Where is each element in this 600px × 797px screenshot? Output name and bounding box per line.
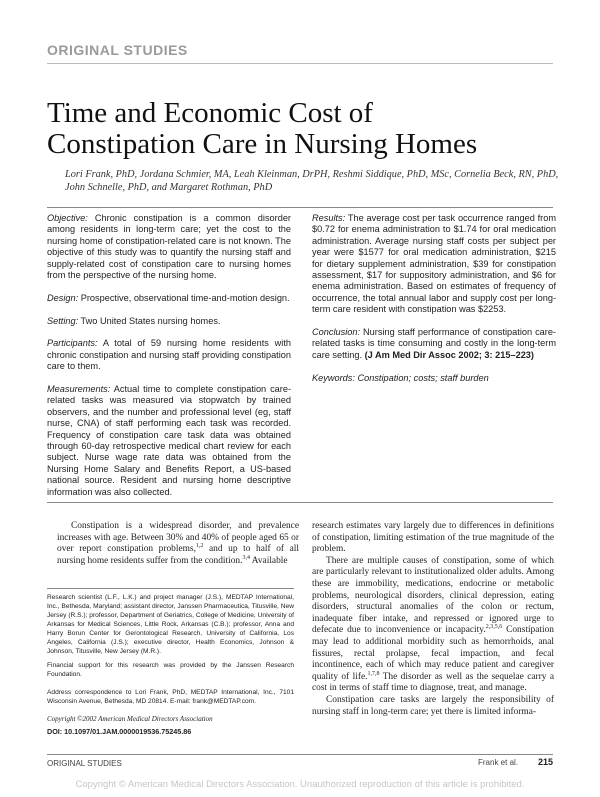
measurements-label: Measurements: [47, 384, 111, 395]
body-column-right [312, 521, 554, 718]
section-divider [47, 63, 553, 64]
footer-rule [47, 754, 553, 755]
design-text: Prospective, observational time-and-motion design. [80, 292, 290, 303]
participants-label: Participants: [47, 338, 98, 349]
design-label: Design: [47, 292, 79, 303]
body-text: Available [249, 555, 288, 566]
authors-line-1: Lori Frank, PhD, Jordana Schmier, MA, Leah Kleinman, DrPH, Reshmi Siddique, PhD, MSc, Cornelia Beck, RN, PhD, [65, 169, 559, 180]
funding-note [47, 661, 294, 679]
funding-text: Financial support for this research was provided by the Janssen Research Foundation. [47, 662, 294, 678]
conclusion-label: Conclusion: [312, 327, 361, 338]
body-text: Constipation is a widespread disorder, and prevalence increases with age. Between 30% and 40% of people aged 65 or over report constipation problems, [57, 521, 299, 555]
body-paragraph: Constipation care tasks are largely the responsibility of nursing staff in long-term care; yet there is limited informa- [312, 694, 554, 717]
objective-label: Objective: [47, 213, 88, 223]
doi-line: DOI: 10.1097/01.JAM.0000019536.75245.86 [47, 727, 192, 736]
abstract-column-right [312, 213, 556, 395]
abstract-objective [47, 213, 291, 281]
abstract-column-left [47, 213, 291, 498]
reference-marker: 2,3,5,6 [485, 624, 503, 631]
objective-text: Chronic constipation is a common disorder among residents in long-term care; yet the cost to the nursing home of constipation-related care is not known. The objective of this study was to quantify the nursing staff and supply-related cost of constipation care to nursing homes from the perspective of the nursing home. [47, 213, 291, 281]
footer-running-cite: Frank et al. [478, 758, 519, 767]
results-label: Results: [312, 213, 346, 223]
body-paragraph [57, 521, 299, 567]
conclusion-text: Nursing staff performance of constipation care-related tasks is time consuming and costly in the long-term care setting. [312, 327, 556, 360]
footer-section-label: ORIGINAL STUDIES [47, 759, 122, 768]
reference-marker: 1,2 [195, 543, 204, 550]
authors-line-2: John Schnelle, PhD, and Margaret Rothman, PhD [65, 182, 273, 193]
copyright-notice: Copyright © American Medical Directors Association. Unauthorized reproduction of this article is prohibited. [75, 779, 525, 790]
abstract-setting [47, 316, 291, 327]
affiliation-rule [47, 588, 294, 589]
body-paragraph: research estimates vary largely due to differences in definitions of constipation, limiting estimation of the true magnitude of the problem. [312, 521, 554, 555]
title-line-1: Time and Economic Cost of [47, 97, 373, 129]
body-text: There are multiple causes of constipation, some of which are particularly relevant to institutionalized older adults. Among these are immobility, medications, endocrine or metabolic problems, neurological disorders, clinical depression, eating disorders, structural anomalies of the colon or rectum, inadequate fiber intake, and repressed or ignored urge to defecate due to inconvenience or incapacity. [312, 555, 554, 636]
body-text: Constipation may lead to additional morbidity such as hemorrhoids, anal fissures, rectal prolapse, fecal impaction, and fecal incontinence, each of which may reduce patient and caregiver quality of life. [312, 625, 554, 682]
body-text: The disorder as well as the sequelae carry a cost in terms of staff time to diagnose, treat, and manage. [312, 671, 554, 694]
body-text: and up to half of all nursing home residents suffer from the condition. [57, 544, 299, 566]
section-header: ORIGINAL STUDIES [47, 42, 188, 58]
author-list [65, 168, 565, 194]
setting-text: Two United States nursing homes. [80, 315, 221, 326]
abstract-participants [47, 338, 291, 372]
abstract-design [47, 293, 291, 304]
abstract-conclusion [312, 327, 556, 361]
keywords-label: Keywords: [312, 372, 355, 383]
title-line-2: Constipation Care in Nursing Homes [47, 128, 478, 160]
abstract-results [312, 213, 556, 316]
abstract-measurements [47, 384, 291, 498]
setting-label: Setting: [47, 315, 79, 326]
reference-marker: 1,7,8 [367, 670, 380, 677]
body-column-left [57, 521, 299, 567]
abstract-top-rule [47, 207, 553, 208]
affiliation-note [47, 593, 294, 656]
journal-citation: (J Am Med Dir Assoc 2002; 3: 215–223) [364, 349, 534, 360]
correspondence-note [47, 688, 294, 706]
reference-marker: 3,4 [242, 554, 250, 561]
body-paragraph [312, 556, 554, 695]
article-title [47, 98, 567, 160]
copyright-line: Copyright ©2002 American Medical Directors Association [47, 715, 213, 723]
keywords-text: Constipation; costs; staff burden [357, 372, 489, 383]
participants-text: A total of 59 nursing home residents with chronic constipation and nursing staff providing constipation care to them. [47, 338, 292, 372]
correspondence-text: Address correspondence to Lori Frank, PhD, MEDTAP International, Inc., 7101 Wisconsin Avenue, Bethesda, MD 20814. E-mail: frank@MEDTAP.com. [47, 689, 294, 705]
abstract-keywords [312, 373, 556, 384]
page-number: 215 [538, 757, 554, 767]
measurements-text: Actual time to complete constipation care-related tasks was measured via stopwatch by trained observers, and the number and professional level (eg, staff nurse, CNA) of staff performing each task was recorded. Frequency of constipation care task data was obtained through 60-day retrospective medical chart review for each subject. Nurse wage rate data was obtained from the Nursing Home Salary and Benefits Report, a US-based national source. Resident and nursing home descriptive information was also collected. [47, 384, 291, 497]
results-text: The average cost per task occurrence ranged from $0.72 for enema administration to $1.74 for oral medication administration. Average nursing staff costs per subject per year were $1577 for oral medication administration, $215 for dietary supplement administration, $39 for constipation assessment, $17 for suppository administration, and $6 for enema administration. Based on estimates of frequency of occurrence, the total annual labor and supply cost per long-term care resident with constipation was $2253. [312, 213, 557, 315]
affiliation-text: Research scientist (L.F., L.K.) and project manager (J.S.), MEDTAP International, Inc., Bethesda, Maryland; assistant director, Janssen Pharmaceutica, Titusville, New Jersey (R.S.); professor, Department of Geriatrics, College of Medicine, University of Arkansas for Medical Sciences, Little Rock, Arkansas (C.B.); professor, Anna and Harry Borun Center for Gerontological Research, University of California, Los Angeles, California (J.S.); executive director, Health Economics, Johnson & Johnson, Titusville, New Jersey (M.R.). [47, 594, 294, 655]
abstract-bottom-rule [47, 502, 553, 503]
